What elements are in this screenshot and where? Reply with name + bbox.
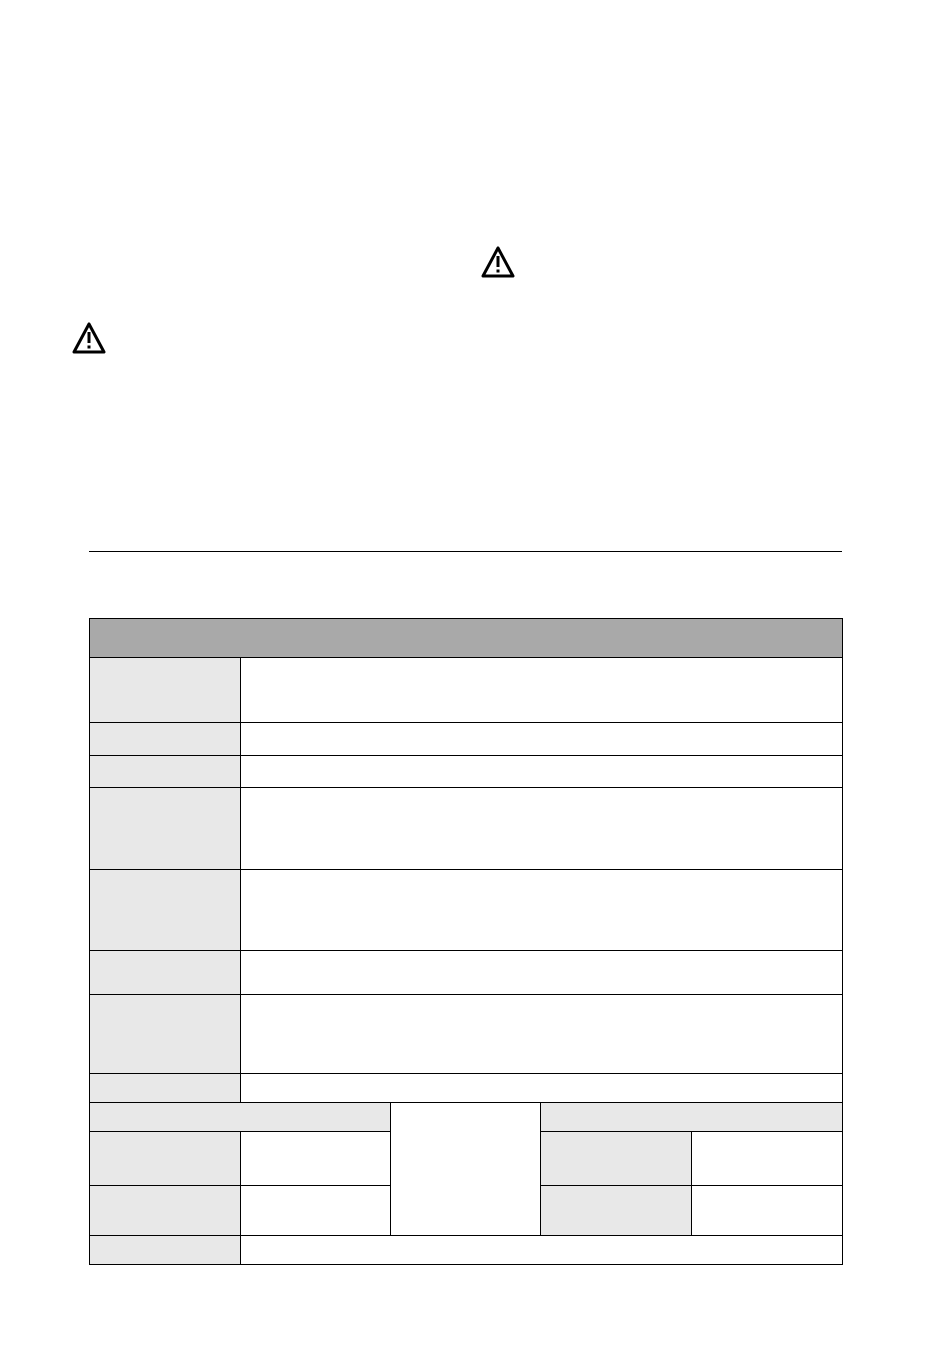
table-row — [90, 870, 843, 951]
row-label — [90, 951, 241, 995]
warning-triangle-icon — [72, 322, 106, 354]
table-row — [90, 995, 843, 1074]
table-row — [90, 723, 843, 756]
row-label — [90, 788, 241, 870]
right-row-label — [541, 1132, 692, 1186]
row-value — [241, 995, 843, 1074]
row-label — [90, 723, 241, 756]
right-group-heading — [541, 1103, 843, 1132]
left-group-heading — [90, 1103, 391, 1132]
row-value — [241, 756, 843, 788]
specification-table — [89, 618, 843, 1265]
row-value — [241, 658, 843, 723]
table-header-row — [90, 619, 843, 658]
row-label — [90, 995, 241, 1074]
table-row — [90, 951, 843, 995]
row-value — [241, 1074, 843, 1103]
footer-value — [241, 1236, 843, 1265]
row-value — [241, 788, 843, 870]
left-row-value — [241, 1186, 391, 1236]
left-row-label — [90, 1132, 241, 1186]
row-label — [90, 756, 241, 788]
right-row-value — [692, 1186, 843, 1236]
row-value — [241, 870, 843, 951]
left-row-value — [241, 1132, 391, 1186]
table-footer-row — [90, 1236, 843, 1265]
table-row — [90, 756, 843, 788]
split-heading-row — [90, 1103, 843, 1132]
warning-triangle-icon — [481, 246, 515, 278]
row-value — [241, 723, 843, 756]
table-header — [90, 619, 843, 658]
right-row-label — [541, 1186, 692, 1236]
table-row — [90, 788, 843, 870]
row-label — [90, 1074, 241, 1103]
left-row-label — [90, 1186, 241, 1236]
right-row-value — [692, 1132, 843, 1186]
footer-label — [90, 1236, 241, 1265]
section-divider — [89, 551, 842, 552]
row-label — [90, 658, 241, 723]
middle-cell — [391, 1103, 541, 1236]
table-row — [90, 1074, 843, 1103]
row-value — [241, 951, 843, 995]
table-row — [90, 658, 843, 723]
row-label — [90, 870, 241, 951]
